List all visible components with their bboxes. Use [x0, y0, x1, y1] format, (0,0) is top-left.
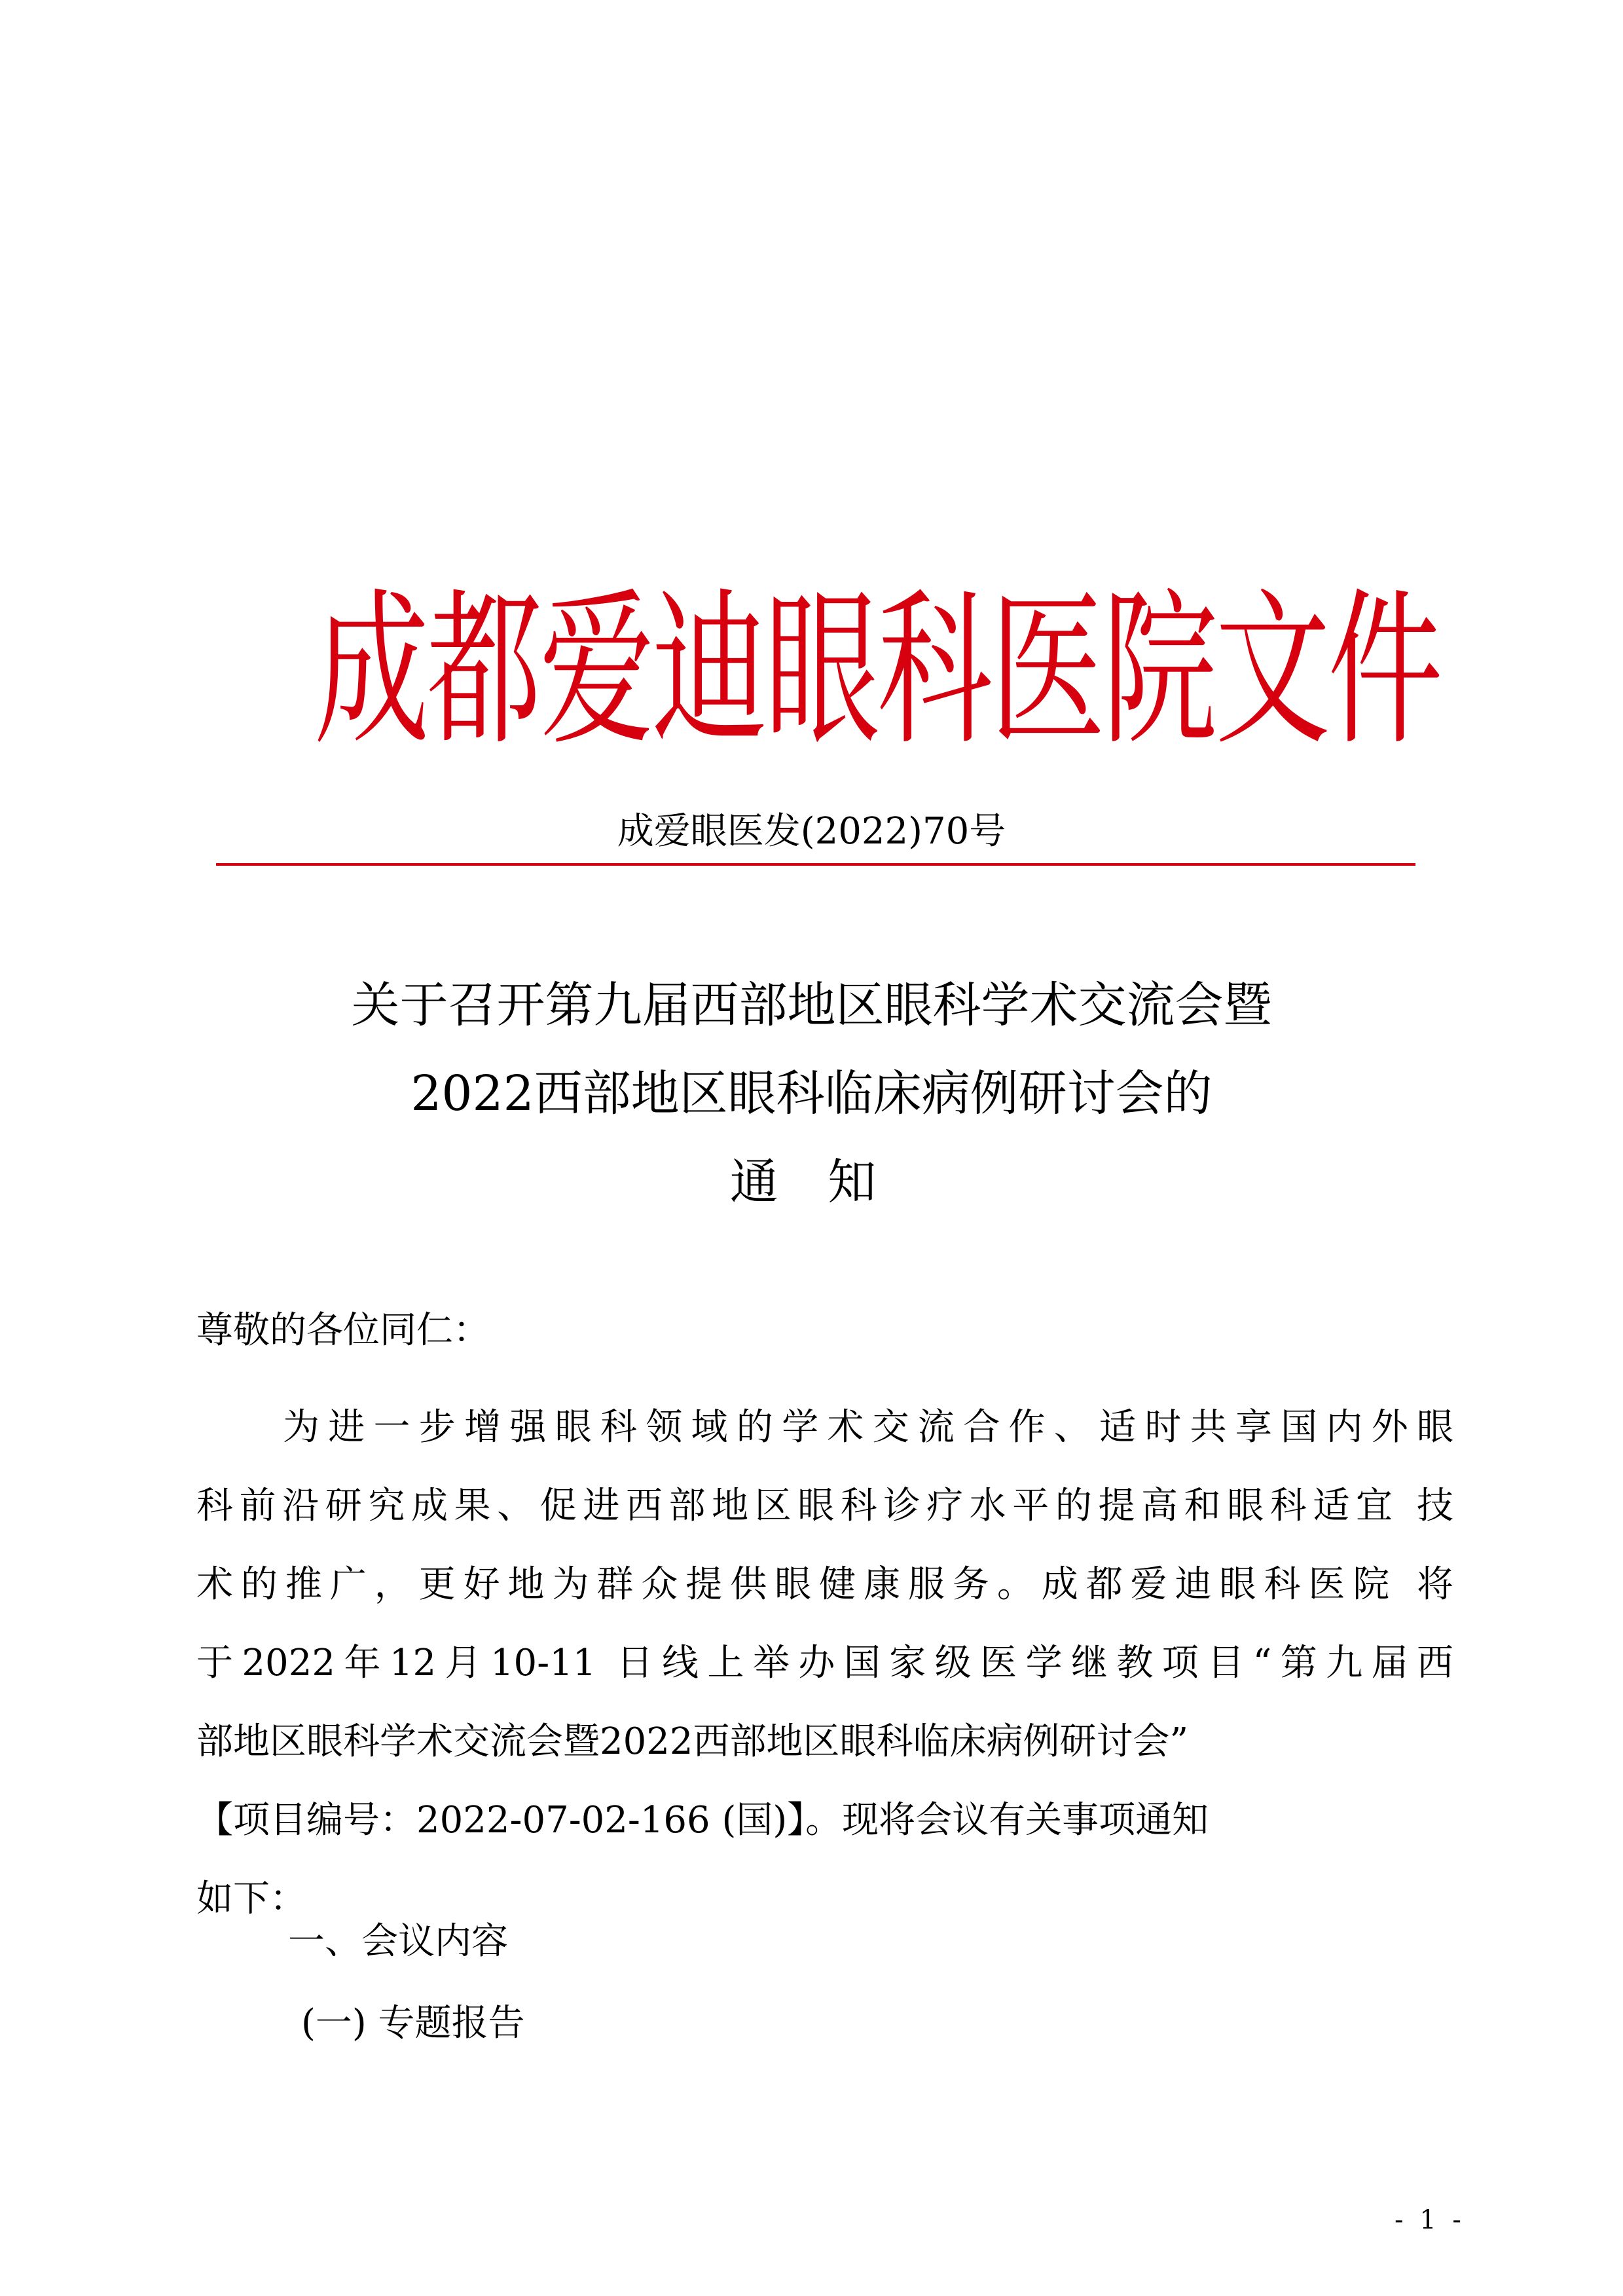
- red-divider-rule: [216, 863, 1415, 866]
- body-line-6: 【项目编号：2022-07-02-166 (国)】。现将会议有关事项通知: [196, 1799, 1209, 1842]
- subsection-heading: (一) 专题报告: [301, 2002, 525, 2045]
- body-line-7: 如下：: [196, 1878, 306, 1920]
- notice-title-line-2: 2022西部地区眼科临床病例研讨会的: [410, 1065, 1213, 1122]
- page-number: - 1 -: [1395, 2205, 1465, 2235]
- body-line-2: 科前沿研究成果、促进西部地区眼科诊疗水平的提高和眼科适宜 技: [196, 1485, 1453, 1527]
- notice-title-line-3: 通 知: [729, 1154, 894, 1210]
- masthead-title: 成都爱迪眼科医院文件: [314, 573, 1441, 768]
- body-line-3: 术的推广，更好地为群众提供眼健康服务。成都爱迪眼科医院 将: [196, 1563, 1453, 1606]
- notice-title-line-1: 关于召开第九届西部地区眼科学术交流会暨: [351, 977, 1272, 1033]
- body-paragraph: [196, 1388, 1453, 1938]
- body-line-1: 为进一步增强眼科领域的学术交流合作、适时共享国内外眼: [283, 1406, 1453, 1449]
- body-line-4: 于2022年12月10-11 日线上举办国家级医学继教项目“第九届西: [196, 1642, 1453, 1684]
- document-number: 成爱眼医发(2022)70号: [617, 810, 1006, 853]
- section-heading: 一、会议内容: [288, 1920, 508, 1963]
- salutation: 尊敬的各位同仁：: [196, 1309, 490, 1352]
- body-line-5: 部地区眼科学术交流会暨2022西部地区眼科临床病例研讨会”: [196, 1720, 1189, 1763]
